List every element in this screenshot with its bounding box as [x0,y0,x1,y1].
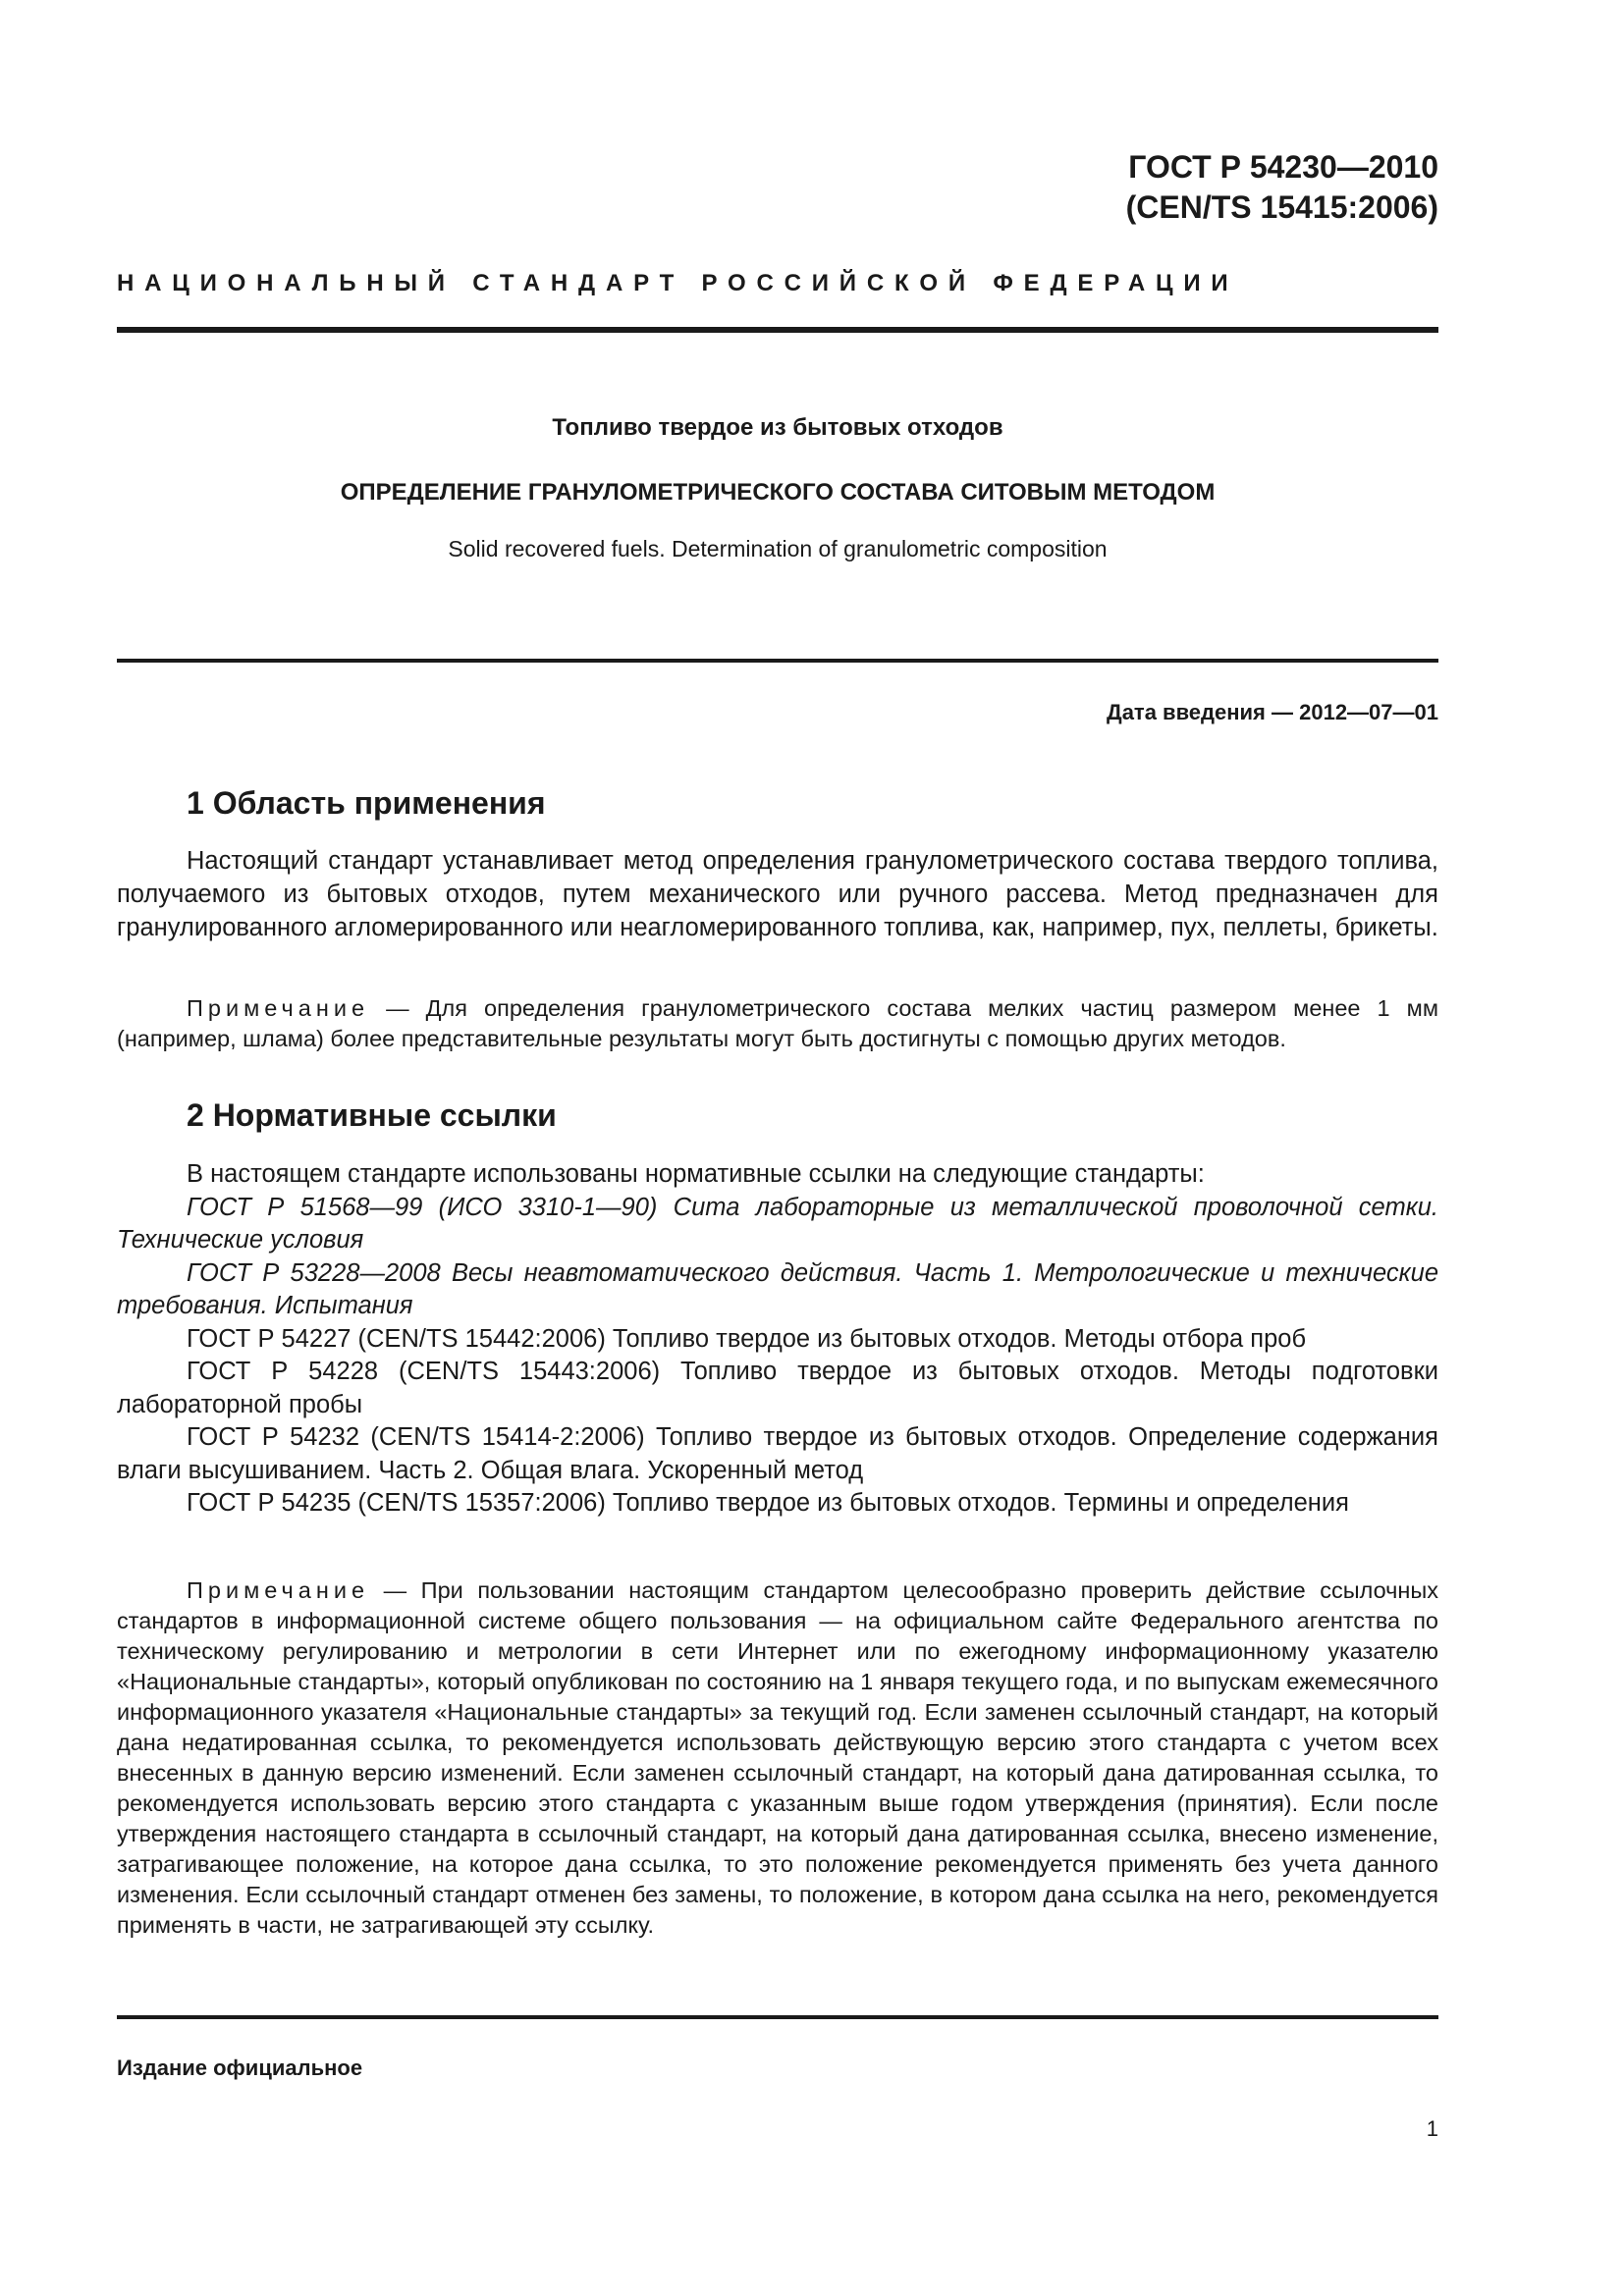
references-intro: В настоящем стандарте использованы нормативные ссылки на следующие стандарты: [187,1160,1205,1188]
reference-item: ГОСТ Р 51568—99 (ИСО 3310-1—90) Сита лабораторные из металлической проволочной сетки. Технические условия [117,1193,1438,1254]
national-standard-heading: НАЦИОНАЛЬНЫЙ СТАНДАРТ РОССИЙСКОЙ ФЕДЕРАЦИИ [117,270,1239,296]
title-divider [117,659,1438,663]
footer-divider [117,2015,1438,2019]
document-title-ru: Топливо твердое из бытовых отходов [552,414,1003,441]
header-divider [117,327,1438,333]
references-list [117,1158,1438,1521]
section-2-note [117,1575,1438,1941]
gost-number-block [1126,147,1438,228]
reference-item: ГОСТ Р 54227 (CEN/TS 15442:2006) Топливо твердое из бытовых отходов. Методы отбора проб [187,1324,1307,1353]
section-1-heading: 1 Область применения [187,785,546,821]
section-1-note [117,993,1438,1054]
note-text: — Для определения гранулометрического состава мелких частиц размером менее 1 мм (например, шлама) более представительные результаты могут быть достигнуты с помощью других методов. [117,995,1438,1051]
intro-date: Дата введения — 2012—07—01 [1107,700,1438,724]
official-issue-label: Издание официальное [117,2056,363,2080]
reference-item: ГОСТ Р 54232 (CEN/TS 15414-2:2006) Топливо твердое из бытовых отходов. Определение содержания влаги высушиванием. Часть 2. Общая влага. Ускоренный метод [117,1423,1438,1484]
gost-cen-number: (CEN/TS 15415:2006) [1125,189,1438,225]
section-1-text: Настоящий стандарт устанавливает метод определения гранулометрического состава твердого топлива, получаемого из бытовых отходов, путем механического или ручного рассева. Метод предназначен для гранулированного агломерированного или неагломерированного топлива, как, например, пух, пеллеты, брикеты. [117,847,1438,941]
document-title-en: Solid recovered fuels. Determination of granulometric composition [448,536,1108,561]
gost-number: ГОСТ Р 54230—2010 [1128,149,1438,185]
note-text: — При пользовании настоящим стандартом целесообразно проверить действие ссылочных стандартов в информационной системе общего пользования — на официальном сайте Федерального агентства по техническому регулированию и метрологии в сети Интернет или по ежегодному информационному указателю «Национальные стандарты», который опубликован по состоянию на 1 января текущего года, и по выпускам ежемесячного информационного указателя «Национальные стандарты» за текущий год. Если заменен ссылочный стандарт, на который дана недатированная ссылка, то рекомендуется использовать действующую версию этого стандарта с учетом всех внесенных в данную версию изменений. Если заменен ссылочный стандарт, на который дана датированная ссылка, то рекомендуется использовать версию этого стандарта с указанным выше годом утверждения (принятия). Если после утверждения настоящего стандарта в ссылочный стандарт, на который дана датированная ссылка, внесено изменение, затрагивающее положение, на которое дана ссылка, то это положение рекомендуется применять без учета данного изменения. Если ссылочный стандарт отменен без замены, то положение, в котором дана ссылка на него, рекомендуется применять в части, не затрагивающей эту ссылку. [117,1577,1438,1938]
reference-item: ГОСТ Р 54235 (CEN/TS 15357:2006) Топливо твердое из бытовых отходов. Термины и определения [187,1489,1349,1517]
document-subtitle-ru: ОПРЕДЕЛЕНИЕ ГРАНУЛОМЕТРИЧЕСКОГО СОСТАВА СИТОВЫМ МЕТОДОМ [340,479,1216,506]
page-number: 1 [1426,2116,1438,2141]
note-label: Примечание [187,1577,370,1603]
section-2-heading: 2 Нормативные ссылки [187,1097,557,1133]
reference-item: ГОСТ Р 53228—2008 Весы неавтоматического действия. Часть 1. Метрологические и технические требования. Испытания [117,1258,1438,1319]
reference-item: ГОСТ Р 54228 (CEN/TS 15443:2006) Топливо твердое из бытовых отходов. Методы подготовки лабораторной пробы [117,1358,1438,1418]
note-label: Примечание [187,995,370,1021]
